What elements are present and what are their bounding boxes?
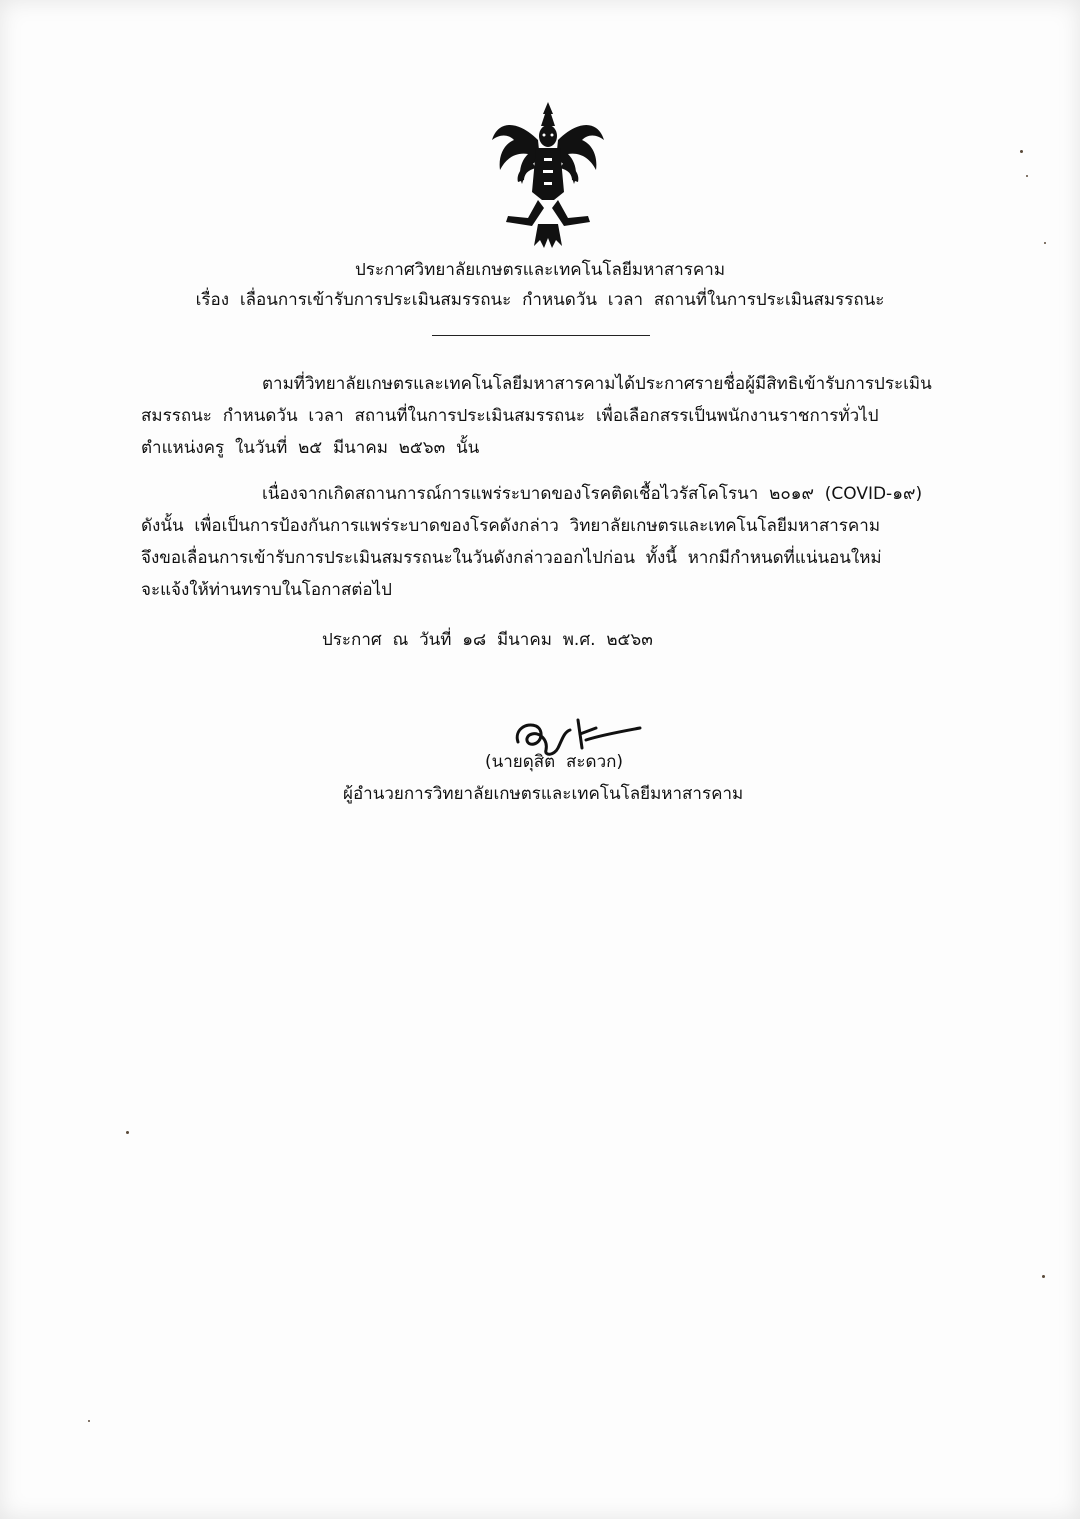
title-divider <box>432 335 650 336</box>
paragraph-1-line-3: ตำแหน่งครู ในวันที่ ๒๕ มีนาคม ๒๕๖๓ นั้น <box>141 438 480 458</box>
scan-speck <box>1026 175 1028 177</box>
paragraph-2-line-4: จะแจ้งให้ท่านทราบในโอกาสต่อไป <box>141 580 392 600</box>
paragraph-2-line-2: ดังนั้น เพื่อเป็นการป้องกันการแพร่ระบาดของโรคดังกล่าว วิทยาลัยเกษตรและเทคโนโลยีมหาสารคาม <box>141 516 881 536</box>
scan-speck <box>1044 242 1046 244</box>
announcement-date: ประกาศ ณ วันที่ ๑๘ มีนาคม พ.ศ. ๒๕๖๓ <box>322 630 653 650</box>
scan-speck <box>1020 150 1023 153</box>
paragraph-2-line-3: จึงขอเลื่อนการเข้ารับการประเมินสมรรถนะในวันดังกล่าวออกไปก่อน ทั้งนี้ หากมีกำหนดที่แน่นอนใหม่ <box>141 548 882 568</box>
announcement-subject: เรื่อง เลื่อนการเข้ารับการประเมินสมรรถนะ กำหนดวัน เวลา สถานที่ในการประเมินสมรรถนะ <box>195 290 885 310</box>
signatory-name: (นายดุสิต สะดวก) <box>485 752 624 772</box>
scan-speck <box>126 1131 129 1134</box>
garuda-emblem-icon <box>488 100 608 250</box>
paragraph-1-line-2: สมรรถนะ กำหนดวัน เวลา สถานที่ในการประเมินสมรรถนะ เพื่อเลือกสรรเป็นพนักงานราชการทั่วไป <box>141 406 879 426</box>
scan-speck <box>88 1420 90 1422</box>
scan-speck <box>1042 1275 1045 1278</box>
announcement-title: ประกาศวิทยาลัยเกษตรและเทคโนโลยีมหาสารคาม <box>354 260 726 280</box>
signatory-position: ผู้อำนวยการวิทยาลัยเกษตรและเทคโนโลยีมหาสารคาม <box>343 784 744 804</box>
paragraph-1-line-1: ตามที่วิทยาลัยเกษตรและเทคโนโลยีมหาสารคามได้ประกาศรายชื่อผู้มีสิทธิเข้ารับการประเมิน <box>262 374 932 394</box>
paragraph-2-line-1: เนื่องจากเกิดสถานการณ์การแพร่ระบาดของโรคติดเชื้อไวรัสโคโรนา ๒๐๑๙ (COVID-๑๙) <box>262 484 923 504</box>
